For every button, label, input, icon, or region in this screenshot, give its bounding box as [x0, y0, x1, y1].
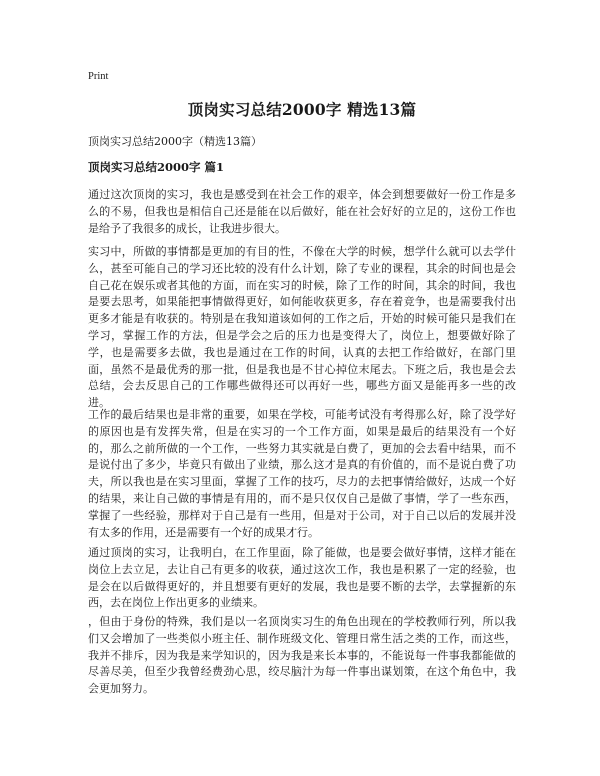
- paragraph-2: 实习中，所做的事情都是更加的有目的性，不像在大学的时候，想学什么就可以去学什么，甚至可能自己的学习还比较的没有什么计划，除了专业的课程，其余的时间也是会自己花在娱乐或者其他的方面，而在实习的时候，除了工作的时间，其余的时间，我也是要去思考，如果能把事情做得更好，如何能收获更多，存在着竞争，也是需要我付出更多才能是有收获的。特别是在我知道该如何的工作之后，开始的时候可能只是我们在学习，掌握工作的方法，但是学会之后的压力也是变得大了，岗位上，想要做好除了学，也是需要多去做，我也是通过在工作的时间，认真的去把工作给做好，在部门里面，虽然不是最优秀的那一批，但是我也是不甘心掉位末尾去。下班之后，我也是会去总结，会去反思自己的工作哪些做得还可以再好一些，哪些方面又是能再多一些的改进。: [88, 245, 516, 410]
- page-title: 顶岗实习总结2000字 精选13篇: [187, 100, 417, 119]
- section-heading: 顶岗实习总结2000字 篇1: [88, 160, 225, 174]
- paragraph-3: 工作的最后结果也是非常的重要，如果在学校，可能考试没有考得那么好，除了没学好的原因也是有发挥失常，但是在实习的一个工作方面，如果是最后的结果没有一个好的，那么之前所做的一个工作，一些努力其实就是白费了，更加的会去看中结果，而不是说付出了多少，毕竟只有做出了业绩，那么这才是真的有价值的，而不是说白费了功夫，所以我也是在实习里面，掌握了工作的技巧，尽力的去把事情给做好，达成一个好的结果，来让自己做的事情是有用的，而不是只仅仅自己是做了事情，学了一些东西，掌握了一些经验，那样对于自己是有一些用，但是对于公司，对于自己以后的发展并没有太多的作用，还是需要有一个好的成果才行。: [88, 408, 516, 539]
- print-label: Print: [88, 71, 109, 82]
- paragraph-1: 通过这次顶岗的实习，我也是感受到在社会工作的艰辛，体会到想要做好一份工作是多么的不易，但我也是相信自己还是能在以后做好，能在社会好好的立足的，这份工作也是给予了我很多的成长，让我进步很大。: [88, 188, 516, 235]
- paragraph-4: 通过顶岗的实习，让我明白，在工作里面，除了能做，也是要会做好事情，这样才能在岗位上去立足，去让自己有更多的收获，通过这次工作，我也是积累了一定的经验，也是会在以后做得更好的，并且想要有更好的发展，我也是要不断的去学，去掌握新的东西，去在岗位上作出更多的业绩来。: [88, 546, 516, 610]
- document-subtitle: 顶岗实习总结2000字（精选13篇）: [88, 135, 262, 148]
- paragraph-5: ，但由于身份的特殊，我们是以一名顶岗实习生的角色出现在的学校教师行列，所以我们又会增加了一些类似小班主任、制作班级文化、管理日常生活之类的工作，而这些，我并不排斥，因为我是来学知识的，因为我是来长本事的，不能说每一件事我都能做的尽善尽美，但至少我曾经费劲心思，绞尽脑汁为每一件事出谋划策，在这个角色中，我会更加努力。: [88, 615, 516, 696]
